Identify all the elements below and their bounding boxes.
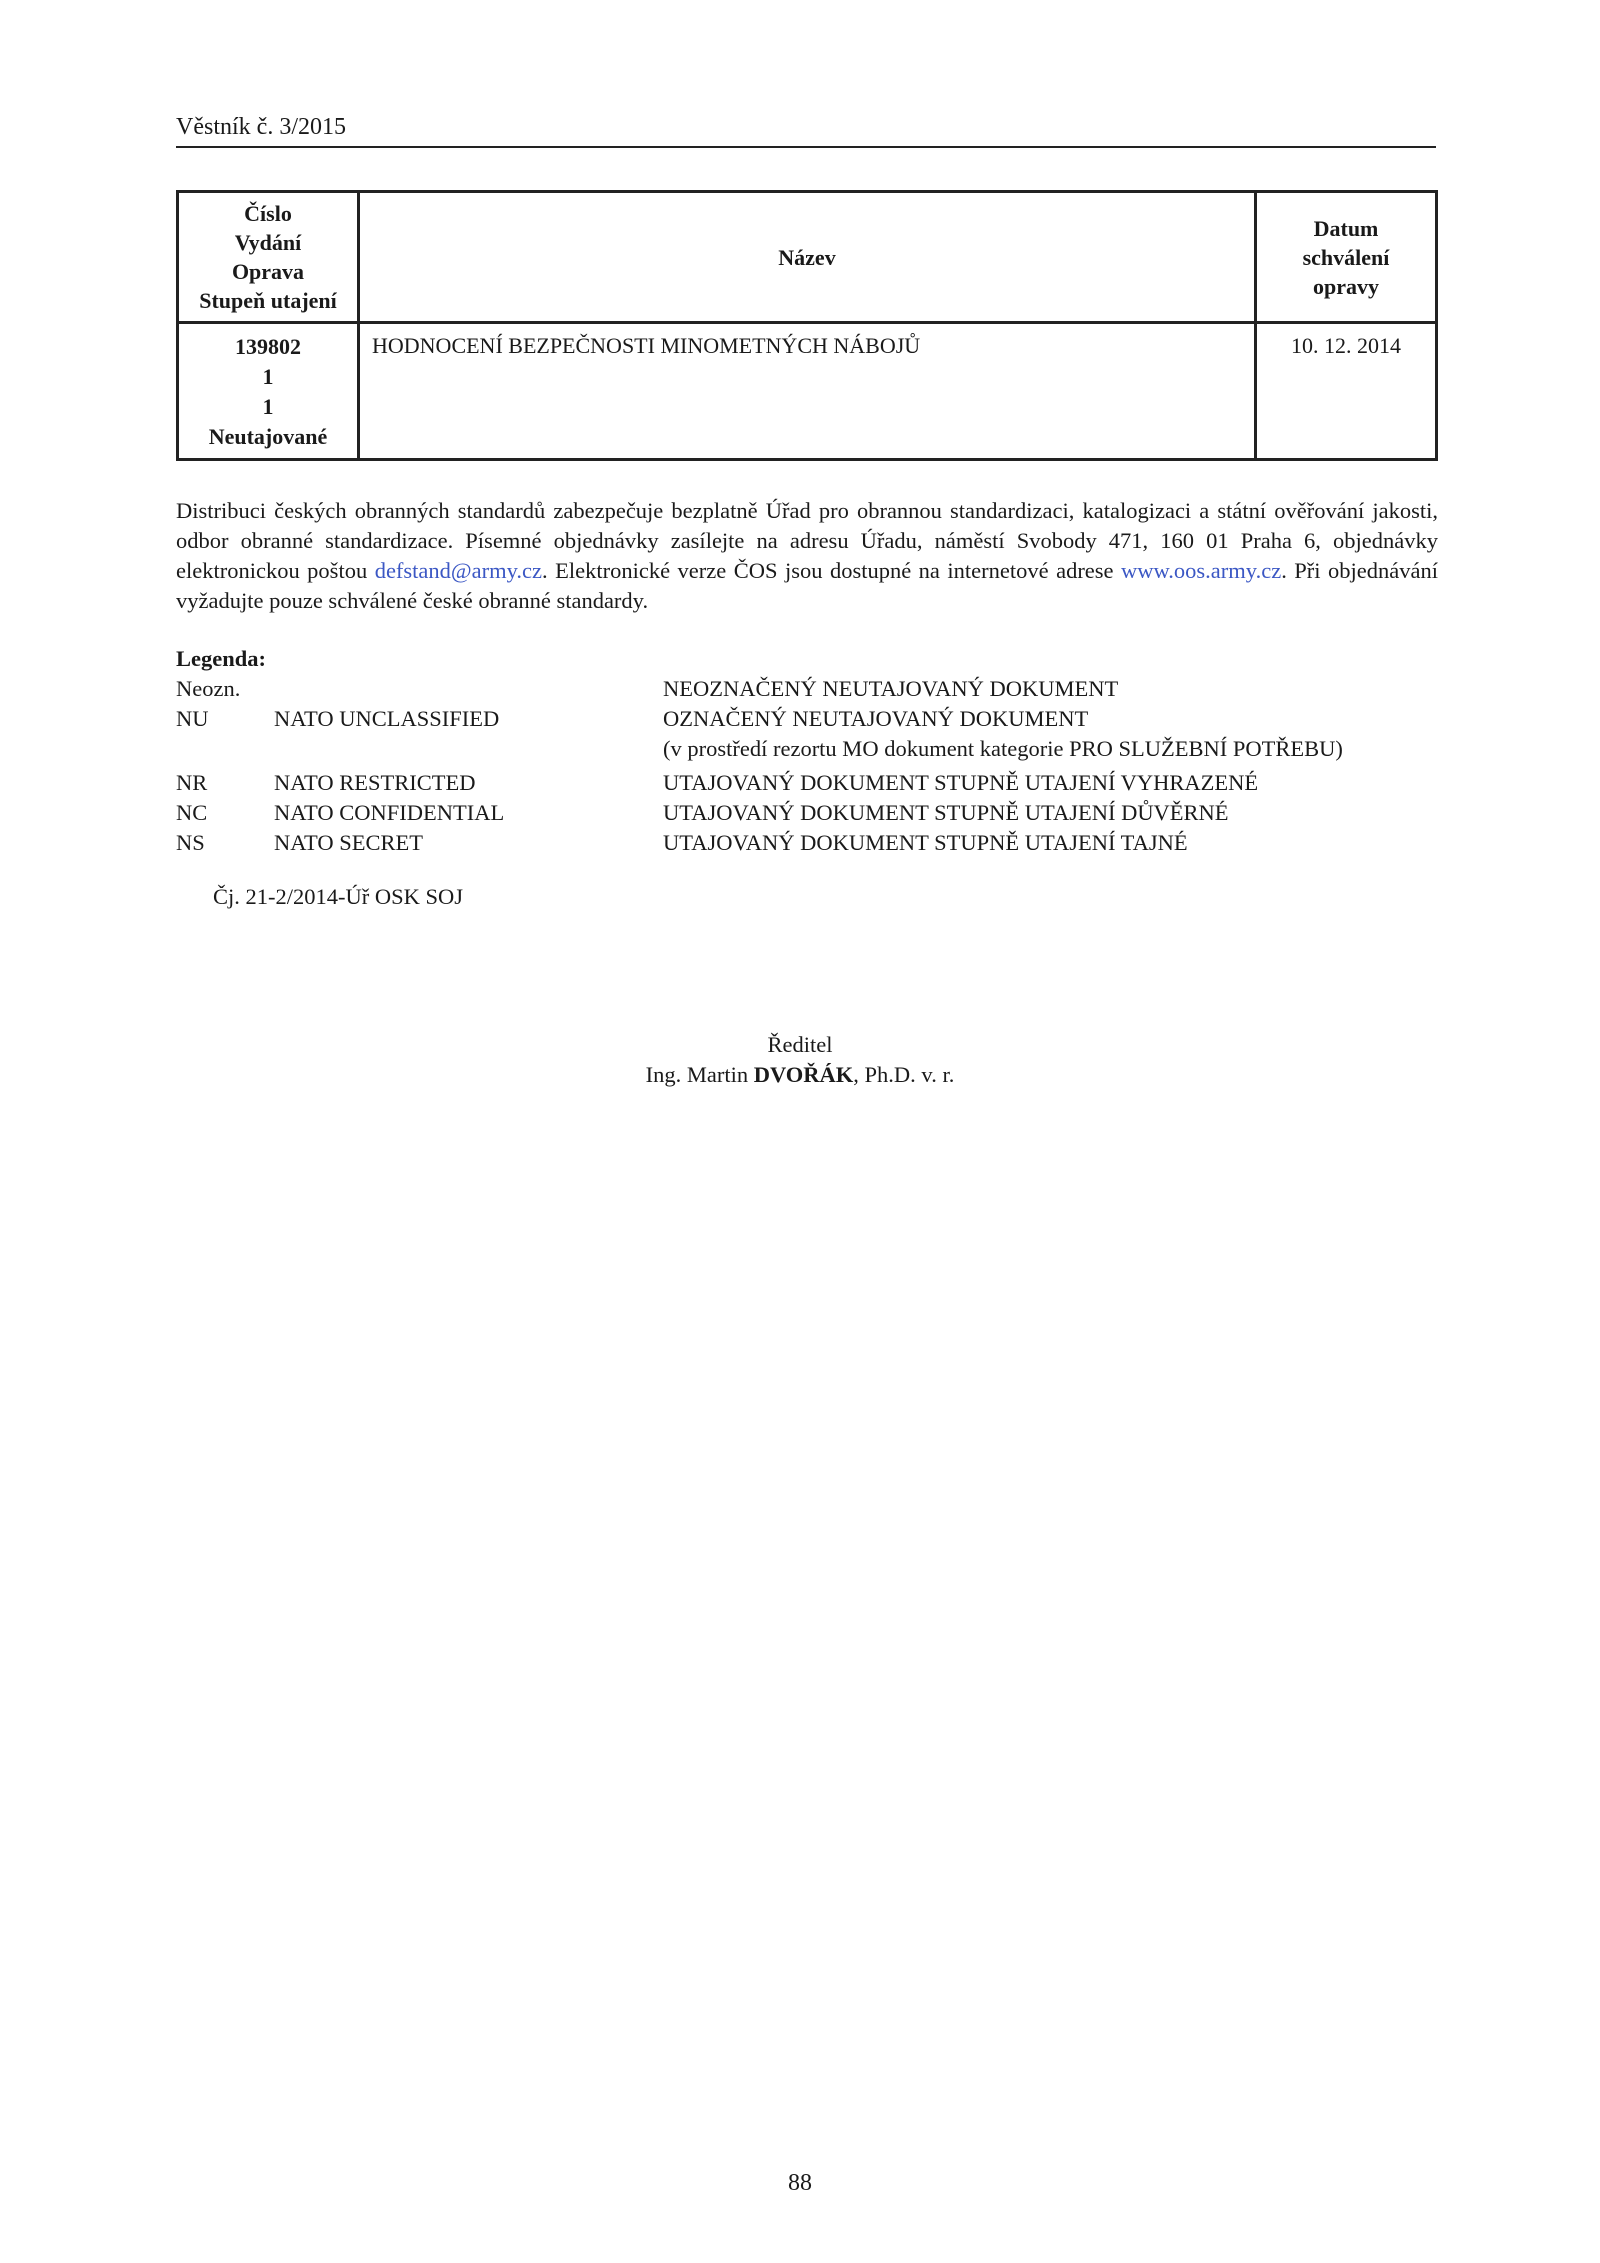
legend-title: Legenda: (176, 646, 266, 671)
legend-desc: UTAJOVANÝ DOKUMENT STUPNĚ UTAJENÍ VYHRAZENÉ (663, 770, 1259, 795)
standard-issue: 1 (262, 364, 274, 389)
legend-row (176, 768, 1438, 798)
legend (176, 644, 1438, 858)
reference-number: Čj. 21-2/2014-Úř OSK SOJ (213, 884, 464, 909)
page-number: 88 (788, 2170, 812, 2196)
legend-abbr: Neozn. (176, 676, 241, 701)
legend-row (176, 828, 1438, 858)
standards-table (176, 190, 1438, 461)
header-title: Název (359, 192, 1256, 323)
legend-abbr: NC (176, 800, 208, 825)
standard-title: HODNOCENÍ BEZPEČNOSTI MINOMETNÝCH NÁBOJŮ (359, 323, 1256, 460)
signatory-name: Ing. Martin DVOŘÁK, Ph.D. v. r. (645, 1062, 955, 1087)
legend-nato: NATO RESTRICTED (274, 770, 476, 795)
legend-desc: NEOZNAČENÝ NEUTAJOVANÝ DOKUMENT (663, 676, 1119, 701)
header-number-issue: Číslo Vydání Oprava Stupeň utajení (178, 192, 359, 323)
legend-abbr: NR (176, 770, 208, 795)
header-approval-date: Datum schválení opravy (1256, 192, 1437, 323)
legend-row (176, 704, 1438, 764)
signatory-role: Ředitel (767, 1032, 833, 1057)
standard-correction: 1 (262, 394, 274, 419)
legend-desc-note: (v prostředí rezortu MO dokument kategorie PRO SLUŽEBNÍ POTŘEBU) (663, 736, 1343, 761)
legend-desc: UTAJOVANÝ DOKUMENT STUPNĚ UTAJENÍ TAJNÉ (663, 830, 1188, 855)
legend-desc: UTAJOVANÝ DOKUMENT STUPNĚ UTAJENÍ DŮVĚRNÉ (663, 800, 1229, 825)
email-link[interactable]: defstand@army.cz (374, 558, 542, 583)
legend-nato: NATO UNCLASSIFIED (274, 706, 500, 731)
legend-row (176, 674, 1438, 704)
standard-approval-date: 10. 12. 2014 (1256, 323, 1437, 460)
running-header: Věstník č. 3/2015 (176, 112, 1436, 148)
standard-classification: Neutajované (208, 424, 328, 449)
legend-abbr: NU (176, 706, 209, 731)
legend-abbr: NS (176, 830, 205, 855)
distribution-paragraph: Distribuci českých obranných standardů zabezpečuje bezplatně Úřad pro obrannou standardizaci, katalogizaci a státní ověřování jakosti, odbor obranné standardizace. Písemné objednávky zasílejte na adresu Úřadu, náměstí Svobody 471, 160 01 Praha 6, objednávky elektronickou poštou defstand@army.cz. Elektronické verze ČOS jsou dostupné na internetové adrese www.oos.army.cz. Při objednávání vyžadujte pouze schválené české obranné standardy. (176, 498, 1438, 613)
legend-nato: NATO SECRET (274, 830, 423, 855)
legend-row (176, 798, 1438, 828)
table-header-row (178, 192, 1437, 323)
standard-number-cell (178, 323, 359, 460)
legend-desc: OZNAČENÝ NEUTAJOVANÝ DOKUMENT (663, 706, 1089, 731)
legend-nato: NATO CONFIDENTIAL (274, 800, 505, 825)
table-row (178, 323, 1437, 460)
standard-number: 139802 (235, 334, 301, 359)
website-link[interactable]: www.oos.army.cz (1121, 558, 1282, 583)
